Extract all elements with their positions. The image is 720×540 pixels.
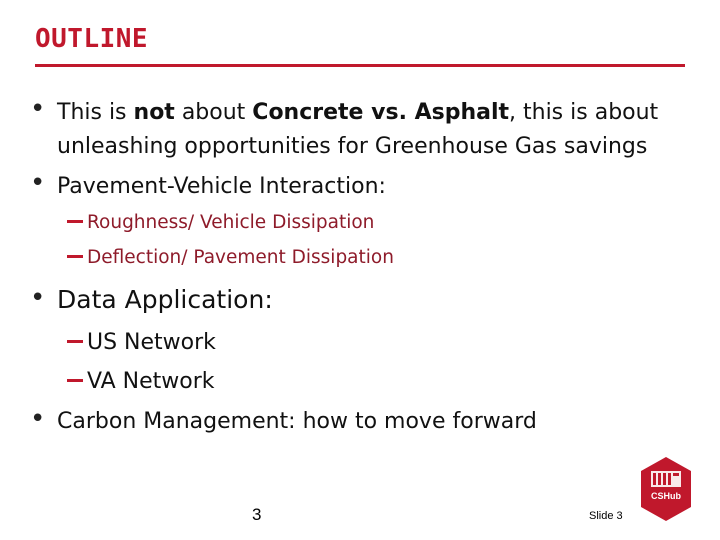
bullet-2-text: Pavement-Vehicle Interaction: — [57, 174, 386, 199]
bullet-marker-4: • — [30, 404, 46, 434]
title-underline — [35, 64, 685, 67]
page-number: 3 — [252, 505, 262, 524]
bullet-1-text-concrete: Concrete vs. Asphalt — [252, 100, 510, 125]
sub-item-va-network — [67, 369, 215, 394]
bullet-3-text: Data Application: — [57, 285, 273, 314]
dash-marker — [67, 255, 83, 258]
sub-item-deflection — [67, 247, 394, 268]
sub-item-roughness-label: Roughness/ Vehicle Dissipation — [87, 212, 375, 233]
sub-item-deflection-label: Deflection/ Pavement Dissipation — [87, 247, 394, 268]
logo-text: CSHub — [651, 491, 681, 501]
bullet-1-text-c: about — [174, 100, 253, 125]
bullet-marker-3: • — [30, 283, 46, 313]
bullet-1-text-a: This is — [57, 100, 134, 125]
bullet-marker-2: • — [30, 168, 46, 198]
dash-marker — [67, 220, 83, 223]
slide-number-label: Slide 3 — [589, 510, 623, 522]
bullet-marker-1: • — [30, 94, 46, 124]
bullet-1-text-e: , this is about — [509, 100, 659, 125]
sub-item-us-network-label: US Network — [87, 330, 216, 355]
bullet-4-text: Carbon Management: how to move forward — [57, 409, 537, 434]
cshub-logo — [641, 457, 691, 521]
bullet-1-text-not: not — [133, 100, 175, 125]
slide-title: OUTLINE — [35, 24, 149, 54]
bullet-1-line-2: unleashing opportunities for Greenhouse Gas savings — [57, 134, 648, 159]
bullet-1-line-1 — [57, 100, 658, 125]
dash-marker — [67, 340, 83, 343]
sub-item-roughness — [67, 212, 374, 233]
dash-marker — [67, 379, 83, 382]
sub-item-us-network — [67, 330, 216, 355]
sub-item-va-network-label: VA Network — [87, 369, 215, 394]
